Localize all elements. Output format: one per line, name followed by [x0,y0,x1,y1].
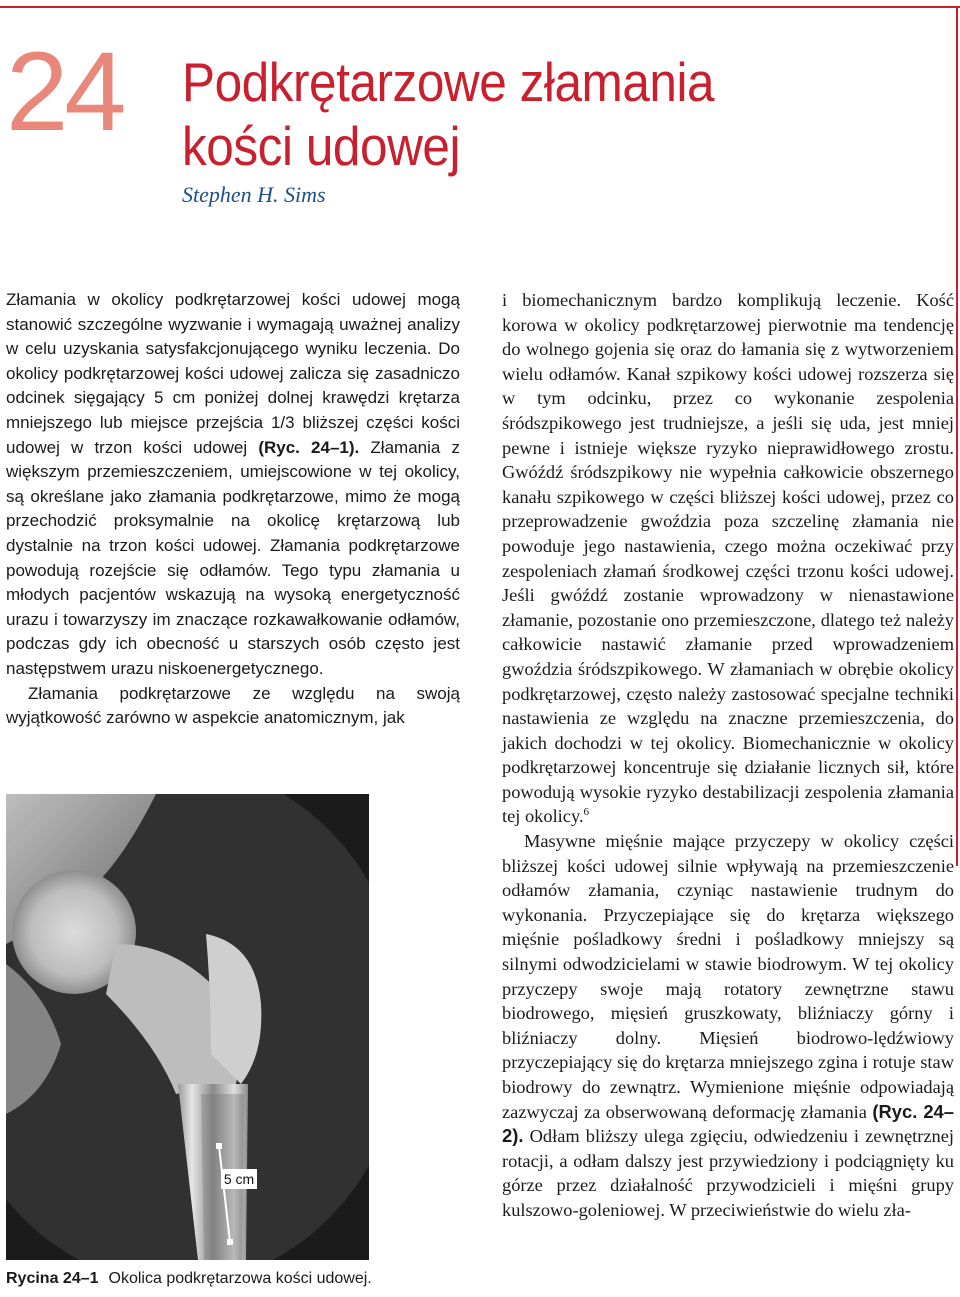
figure-caption-label: Rycina 24–1 [6,1270,99,1287]
left-p1-text-a: Złamania w okolicy podkrętarzowej kości udowej mogą stanowić szczególne wyzwanie i wymagają uważnej analizy w celu uzyskania satysfakcjonującego wyniku leczenia. Do okolicy podkrętarzowej kości udowej zalicza się zasadniczo odcinek sięgający 5 cm poniżej dolnej krawędzi krętarza mniejszego lub miejsce przejścia 1/3 bliższej części kości udowej w trzon kości udowej [6,290,460,457]
right-paragraph-2 [502,829,954,1223]
chapter-title [182,50,714,178]
xray-image [6,794,369,1260]
right-p2-text-a: Masywne mięśnie mające przyczepy w okolicy części bliższej kości udowej silnie wpływają na przemieszczenie odłamów złamania, czyniąc nastawienie trudnym do wykonania. Przyczepiające się do krętarza większego mięśnie pośladkowy średni i pośladkowy mniejszy są silnymi odwodzicielami w stawie biodrowym. W tej okolicy przyczepy swoje mają rotatory zewnętrzne stawu biodrowego, mięsień gruszkowaty, bliźniaczy górny i bliźniaczy dolny. Mięsień biodrowo-lędźwiowy przyczepiający się do krętarza mniejszego zgina i rotuje staw biodrowy do zewnątrz. Wymienione mięśnie odpowiadają zazwyczaj za obserwowaną deformację złamania [502,831,954,1122]
right-text-column [502,288,954,1223]
left-paragraph-2: Złamania podkrętarzowe ze względu na swoją wyjątkowość zarówno w aspekcie anatomicznym, jak [6,683,460,728]
citation-superscript: 6 [583,806,590,819]
top-rule [0,6,960,8]
right-paragraph-1 [502,288,954,829]
figure-caption-text: Okolica podkrętarzowa kości udowej. [108,1270,372,1287]
chapter-title-line1: Podkrętarzowe złamania [182,51,715,113]
figure-reference: (Ryc. 24–1). [258,437,360,457]
chapter-number: 24 [6,29,123,154]
figure-caption [6,1270,372,1288]
right-p1-text: i biomechanicznym bardzo komplikują leczenie. Kość korowa w okolicy podkrętarzowej pierwotnie ma tendencję do wolnego gojenia się oraz do łamania się z wytworzeniem wielu odłamów. Kanał szpikowy kości udowej rozszerza się w tym odcinku, przez co wykonanie zespolenia śródszpikowego jest trudniejsze, a jeśli się uda, jest mniej pewne i istnieje większe ryzyko nieprawidłowego zrostu. Gwóźdź śródszpikowy nie wypełnia całkowicie obszernego kanału szpikowego w części bliższej kości udowej, przez co przeprowadzenie gwoździa poza szczelinę złamania nie powoduje jego nastawienia, czego można oczekiwać przy zespoleniach złamań środkowej części trzonu kości udowej. Jeśli gwóźdź zostanie wprowadzony w nienastawione złamanie, pozostanie ono przemieszczone, dlatego też należy całkowicie nastawić złamanie przed wprowadzeniem gwoździa śródszpikowego. W złamaniach w obrębie okolicy podkrętarzowej, często należy zastosować specjalne techniki nastawienia ze względu na znaczne przemieszczenia, do jakich dochodzi w tej okolicy. Biomechanicznie w okolicy podkrętarzowej koncentruje się działanie licznych sił, które powodują wysokie ryzyko destabilizacji zespolenia złamania tej okolicy. [502,290,954,827]
left-p1-text-b: Złamania z większym przemieszczeniem, umiejscowione w tej okolicy, są określane jako złamania podkrętarzowe, mimo że mogą przechodzić proksymalnie na okolicę krętarzową lub dystalnie na trzon kości udowej. Złamania podkrętarzowe powodują rozejście się odłamów. Tego typu złamania u młodych pacjentów wskazują na wysoką energetyczność urazu i towarzyszy im znaczące rozkawałkowanie odłamów, podczas gdy ich obecność u starszych osób często jest następstwem urazu niskoenergetycznego. [6,437,460,678]
scale-label: 5 cm [223,1171,255,1187]
figure-reference-2: (Ryc. 24–2). [502,1100,955,1147]
xray-femur-drawing [6,794,369,1260]
left-text-column [6,288,460,731]
left-paragraph-1 [6,288,460,682]
right-margin-rule [956,6,958,866]
chapter-author: Stephen H. Sims [182,182,326,207]
chapter-title-line2: kości udowej [182,115,461,177]
right-p2-text-b: Odłam bliższy ulega zgięciu, odwiedzeniu i zewnętrznej rotacji, a odłam dalszy jest przywiedziony i podciągnięty ku górze przez działalność przywodzicieli i mięśni grupy kulszowo-goleniowej. W przeciwieństwie do wielu zła- [502,1126,954,1220]
